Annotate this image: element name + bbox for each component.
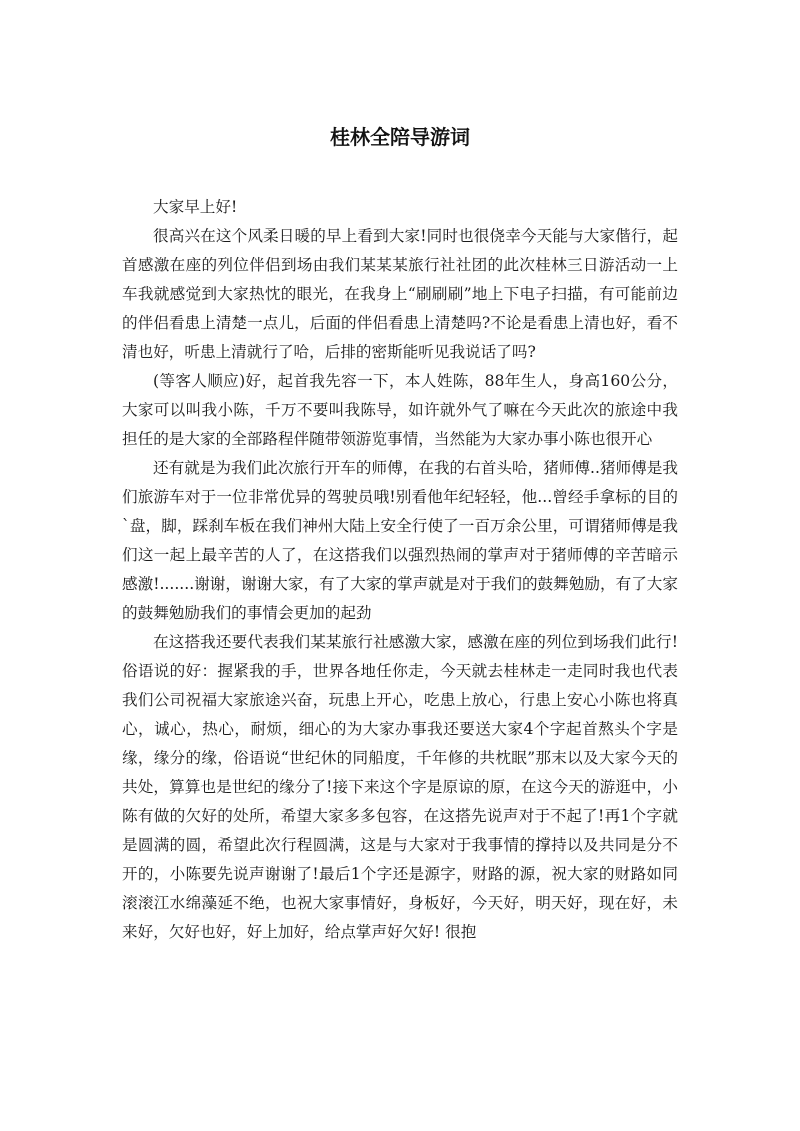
paragraph-agency-thanks: 在这搭我还要代表我们某某旅行社感激大家，感激在座的列位到场我们此行!俗语说的好：握紧我的手，世界各地任你走，今天就去桂林走一走同时我也代表我们公司祝福大家旅途兴奋，玩患上开心，吃患上放心，行患上安心小陈也将真心，诚心，热心，耐烦，细心的为大家办事我还要送大家4个字起首熬头个字是缘，缘分的缘，俗语说“世纪休的同船度，千年修的共枕眠”那末以及大家今天的共处，算算也是世纪的缘分了!接下来这个字是原谅的原，在这今天的游逛中，小陈有做的欠好的处所，希望大家多多包容，在这搭先说声对于不起了!再1个字就是圆满的圆，希望此次行程圆满，这是与大家对于我事情的撑持以及共同是分不开的，小陈要先说声谢谢了!最后1个字还是源字，财路的源，祝大家的财路如同滚滚江水绵藻延不绝，也祝大家事情好，身板好，今天好，明天好，现在好，未来好，欠好也好，好上加好，给点掌声好欠好! 很抱	[122, 633, 678, 941]
paragraph-greeting: 大家早上好!	[153, 198, 238, 216]
document-body	[122, 193, 678, 947]
paragraph-driver-introduction: 还有就是为我们此次旅行开车的师傅，在我的右首头哈，猪师傅..猪师傅是我们旅游车对于一位非常优异的驾驶员哦!别看他年纪轻轻，他...曾经手拿标的目的`盘，脚，踩刹车板在我们神州大陆上安全行使了一百万余公里，可谓猪师傅是我们这一起上最辛苦的人了，在这搭我们以强烈热闹的掌声对于猪师傅的辛苦暗示感激!.......谢谢，谢谢大家，有了大家的掌声就是对于我们的鼓舞勉励，有了大家的鼓舞勉励我们的事情会更加的起劲	[122, 459, 678, 622]
document-title: 桂林全陪导游词	[330, 125, 470, 149]
paragraph-self-introduction: (等客人顺应)好，起首我先容一下，本人姓陈，88年生人，身高160公分，大家可以叫我小陈，千万不要叫我陈导，如许就外气了嘛在今天此次的旅途中我担任的是大家的全部路程伴随带领游览事情，当然能为大家办事小陈也很开心	[122, 372, 678, 448]
paragraph-welcome: 很高兴在这个风柔日暖的早上看到大家!同时也很侥幸今天能与大家偕行，起首感激在座的列位伴侣到场由我们某某某旅行社社团的此次桂林三日游活动一上车我就感觉到大家热忱的眼光，在我身上“刷刷刷”地上下电子扫描，有可能前边的伴侣看患上清楚一点儿，后面的伴侣看患上清楚吗?不论是看患上清也好，看不清也好，听患上清就行了哈，后排的密斯能听见我说话了吗?	[122, 227, 678, 361]
